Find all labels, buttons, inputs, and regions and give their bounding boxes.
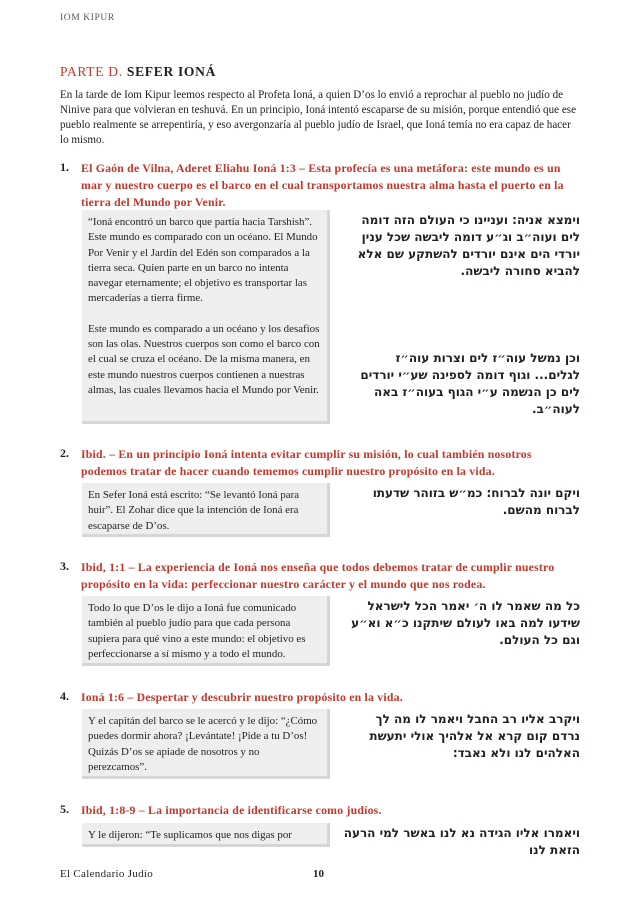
translation-paragraph: Y le dijeron: “Te suplicamos que nos digas por (88, 829, 292, 841)
translation-paragraph: Y el capitán del barco se le acercó y le dijo: “¿Cómo puedes dormir ahora? ¡Levántate! ¡Pide a tu D’os! Quizás D’os se apiade de nosotros y no perezcamos”. (88, 715, 318, 773)
hebrew-paragraph: ויאמרו אליו הגידה נא לנו באשר למי הרעה הזאת לנו (343, 826, 580, 857)
spanish-translation-box (82, 210, 330, 424)
translation-paragraph: En Sefer Ioná está escrito: “Se levantó Ioná para huir”. El Zohar dice que la intención de Ioná era escaparse de D’os. (88, 489, 300, 532)
running-header: IOM KIPUR (60, 13, 115, 23)
section-label: PARTE D. (60, 64, 123, 79)
hebrew-paragraph: ויקרב אליו רב החבל ויאמר לו מה לך נרדם קום קרא אל אלהיך אולי יתעשת האלהים לנו ולא נאבד: (369, 712, 580, 760)
hebrew-paragraph: כל מה שאמר לו ה׳ יאמר הכל לישראל שידעו למה באו לעולם שיתקנו כ״א וא״ע וגם כל העולם. (351, 599, 580, 647)
translation-paragraph: Todo lo que D’os le dijo a Ioná fue comunicado también al pueblo judío para que cada persona supiera para qué vino a este mundo: el objetivo es perfeccionarse a sí mismo y a todo el mundo. (88, 602, 306, 660)
item-number: 3. (60, 559, 69, 573)
hebrew-source-text (350, 212, 580, 418)
page-number: 10 (313, 868, 324, 880)
item-title: Ibid, 1:8-9 – La importancia de identificarse como judíos. (81, 803, 382, 817)
item-title: El Gaón de Vilna, Aderet Eliahu Ioná 1:3 – Esta profecía es una metáfora: este mundo es un mar y nuestro cuerpo es el barco en el cual transportamos nuestra alma hasta el puerto en la tierra del Mundo por Venir. (81, 161, 564, 209)
hebrew-source-text (350, 598, 580, 649)
spanish-translation-box (82, 596, 330, 666)
section-intro: En la tarde de Iom Kipur leemos respecto al Profeta Ioná, a quien D’os lo envió a reprochar al pueblo no judío de Ninive para que volvieran en teshuvá. En un principio, Ioná intentó escaparse de su misión, porque entendió que ese pueblo realmente se arrepentiría, y eso avergonzaría al pueblo judío de Israel, que Ioná temía no era capaz de hacer lo mismo. (60, 89, 577, 147)
footer-publication: El Calendario Judío (60, 868, 154, 880)
section-name: SEFER IONÁ (126, 64, 217, 79)
item-number: 1. (60, 160, 69, 174)
hebrew-paragraph: וימצא אניה: ועניינו כי העולם הזה דומה לים ועוה״ב וג״ע דומה ליבשה שכל ענין יורדי הים אינם יורדים להשתקע שם אלא להביא סחורה ליבשה. (357, 213, 580, 278)
item-number: 5. (60, 802, 69, 816)
item-title: Ibid. – En un principio Ioná intenta evitar cumplir su misión, lo cual también nosotros podemos tratar de hacer cuando tememos cumplir nuestro propósito en la vida. (81, 447, 532, 478)
spanish-translation-box (82, 483, 330, 537)
translation-paragraph: “Ioná encontró un barco que partía hacia Tarshish”. Este mundo es comparado con un océano. El Mundo Por Venir y el Jardín del Edén son comparados a la tierra seca. Quien parte en un barco no intenta navegar eternamente; el objetivo es transportar las mercaderías a tierra firme. (88, 216, 318, 305)
hebrew-source-text (350, 711, 580, 762)
spanish-translation-box (82, 823, 330, 847)
spanish-translation-box (82, 709, 330, 779)
hebrew-paragraph: ויקם יונה לברוח: כמ״ש בזוהר שדעתו לברוח מהשם. (372, 486, 580, 517)
hebrew-source-text (340, 485, 580, 519)
item-number: 2. (60, 446, 69, 460)
item-title: Ibid, 1:1 – La experiencia de Ioná nos enseña que todos debemos tratar de cumplir nuestro propósito en la vida: perfeccionar nuestro carácter y el mundo que nos rodea. (81, 560, 555, 591)
item-number: 4. (60, 689, 69, 703)
translation-paragraph: Este mundo es comparado a un océano y los desafíos son las olas. Nuestros cuerpos son como el barco con el cual se cruza el océano. De la misma manera, en este mundo nuestros cuerpos contienen a nuestras almas, las cuales llevamos hacia el Mundo por Venir. (88, 322, 320, 396)
hebrew-source-text (340, 825, 580, 859)
hebrew-paragraph: וכן נמשל עוה״ז לים וצרות עוה״ז לגלים... וגוף דומה לספינה שע״י יורדים לים כן הנשמה ע״י הגוף בעוה״ז באה לעוה״ב. (360, 351, 580, 416)
item-title: Ioná 1:6 – Despertar y descubrir nuestro propósito en la vida. (81, 690, 403, 704)
section-title (60, 64, 216, 80)
